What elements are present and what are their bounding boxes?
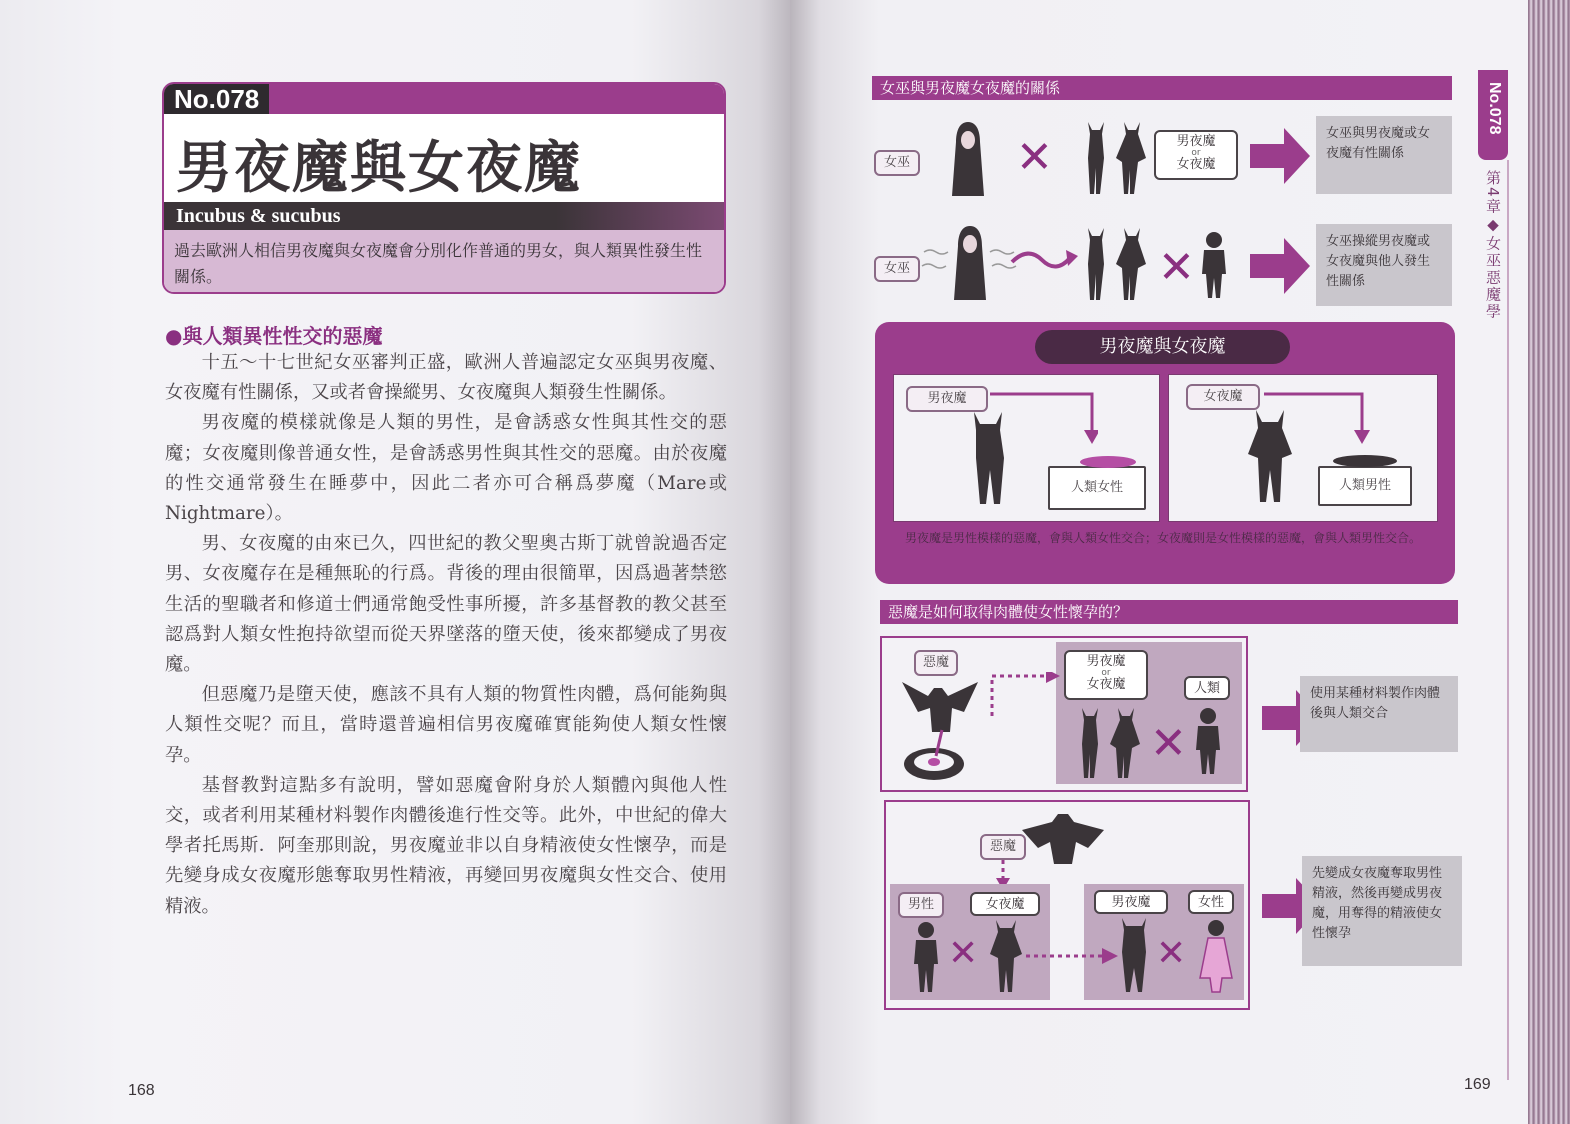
dotted-arrow-icon [986,672,1060,722]
cross-icon-2: ✕ [1158,242,1195,293]
or-mid: or [1191,148,1201,158]
succubus-tag-2: 女夜魔 [970,892,1040,916]
or-bottom: 女夜魔 [1176,157,1216,172]
frame-title: 男夜魔與女夜魔 [1035,330,1290,364]
or-mid-2: or [1101,668,1111,678]
incubus-figure-icon-2 [1114,916,1154,994]
male-tag: 男性 [898,892,944,918]
human-tag: 人類 [1184,676,1230,700]
curvy-arrow-icon [1010,244,1080,274]
cross-icon-4: ✕ [948,933,979,974]
summary: 過去歐洲人相信男夜魔與女夜魔會分別化作普通的男女，與人類異性發生性關係。 [164,230,724,294]
page-number-right: 169 [1464,1076,1491,1093]
witch-tag: 女巫 [874,150,920,176]
incubus-arrow-icon [988,392,1098,448]
human-male-tag: 人類男性 [1318,466,1412,506]
incubus-or-succubus-tag-2 [1064,650,1148,700]
cross-icon-5: ✕ [1156,933,1187,974]
sleeping-man-icon [1330,452,1400,468]
succubus-arrow-icon [1262,392,1372,448]
cross-icon-3: ✕ [1150,718,1187,769]
frame-caption: 男夜魔是男性模樣的惡魔，會與人類女性交合；女夜魔則是女性模樣的惡魔，會與人類男性交合。 [905,531,1422,545]
incubus-or-succubus-tag [1154,130,1238,180]
demons-pair-icon [1076,118,1150,196]
dotted-arrow-icon-2 [1024,946,1120,966]
side-rule [1507,160,1509,1080]
succubus-tag: 女夜魔 [1186,384,1260,410]
witch-figure-icon [944,118,992,198]
note-row2: 女巫操縱男夜魔或女夜魔與他人發生性關係 [1316,224,1452,306]
body-text [165,348,727,922]
incubus-tag-2: 男夜魔 [1094,890,1168,914]
cross-icon: ✕ [1016,132,1053,183]
winged-demon-icon-2 [1018,806,1108,866]
title-box [162,82,726,294]
paragraph: 男夜魔的模樣就像是人類的男性，是會誘惑女性與其性交的惡魔；女夜魔則像普通女性，是會誘惑男性與其性交的惡魔。由於夜魔的性交通常發生在睡夢中，因此二者亦可合稱爲夢魔（Mare或Nightmare）。 [165,412,727,525]
demon-tag: 惡魔 [914,650,958,676]
page-title: 男夜魔與女夜魔 [176,136,582,201]
or-bottom-2: 女夜魔 [1086,677,1126,692]
note-row3: 使用某種材料製作肉體後與人類交合 [1300,676,1458,752]
succubus-figure-icon-2 [986,918,1026,994]
demons-pair-icon-2 [1076,224,1150,302]
note-row1: 女巫與男夜魔或女夜魔有性關係 [1316,116,1452,194]
demon-tag-2: 惡魔 [980,834,1026,860]
witch-casting-icon [920,222,1020,302]
man-figure-icon [906,920,946,994]
paragraph: 男、女夜魔的由來已久，四世紀的教父聖奧古斯丁就曾說過否定男、女夜魔存在是種無恥的行爲。背後的理由很簡單，因爲過著禁慾生活的聖職者和修道士們通常飽受性事所擾，許多基督教的教父甚至認爲對人類女性抱持欲望而從天界墜落的墮天使，後來都變成了男夜魔。 [165,533,727,676]
paragraph: 但惡魔乃是墮天使，應該不具有人類的物質性肉體，爲何能夠與人類性交呢？而且，當時還普遍相信男夜魔確實能夠使人類女性懷孕。 [165,684,727,766]
woman-figure-icon [1196,918,1236,994]
english-title: Incubus & sucubus [176,205,341,227]
incubus-tag: 男夜魔 [906,386,988,412]
section-heading: ●與人類異性性交的惡魔 [165,324,383,348]
human-figure-icon [1194,230,1234,300]
winged-demon-icon [898,672,984,782]
female-tag: 女性 [1188,890,1234,914]
section1-title: 女巫與男夜魔女夜魔的關係 [872,76,1452,100]
human-figure-icon-2 [1188,706,1228,776]
demons-pair-icon-3 [1070,704,1144,780]
human-female-tag: 人類女性 [1048,466,1146,510]
note-row4: 先變成女夜魔奪取男性精液，然後再變成男夜魔，用奪得的精液使女性懷孕 [1302,856,1462,966]
page-number-left: 168 [128,1082,155,1099]
witch-tag-2: 女巫 [874,256,920,282]
arrow-right-icon [1250,126,1312,186]
arrow-right-icon-2 [1250,236,1312,296]
page-edges [1528,0,1570,1124]
entry-number: No.078 [164,84,269,114]
or-top: 男夜魔 [1176,134,1216,149]
paragraph: 基督教對這點多有說明，譬如惡魔會附身於人類體內與他人性交，或者利用某種材料製作肉體後進行性交等。此外，中世紀的偉大學者托馬斯．阿奎那則說，男夜魔並非以自身精液使女性懷孕，而是先變身成女夜魔形態奪取男性精液，再變回男夜魔與女性交合、使用精液。 [165,774,727,917]
side-tab-number: No.078 [1486,82,1503,135]
paragraph: 十五～十七世紀女巫審判正盛，歐洲人普遍認定女巫與男夜魔、女夜魔有性關係，又或者會操縱男、女夜魔與人類發生性關係。 [165,352,727,404]
section3-title: 惡魔是如何取得肉體使女性懷孕的？ [880,600,1458,624]
or-top-2: 男夜魔 [1086,654,1126,669]
side-chapter-label: 第4章◆女巫惡魔學 [1484,170,1502,321]
sleeping-woman-icon [1078,450,1138,470]
